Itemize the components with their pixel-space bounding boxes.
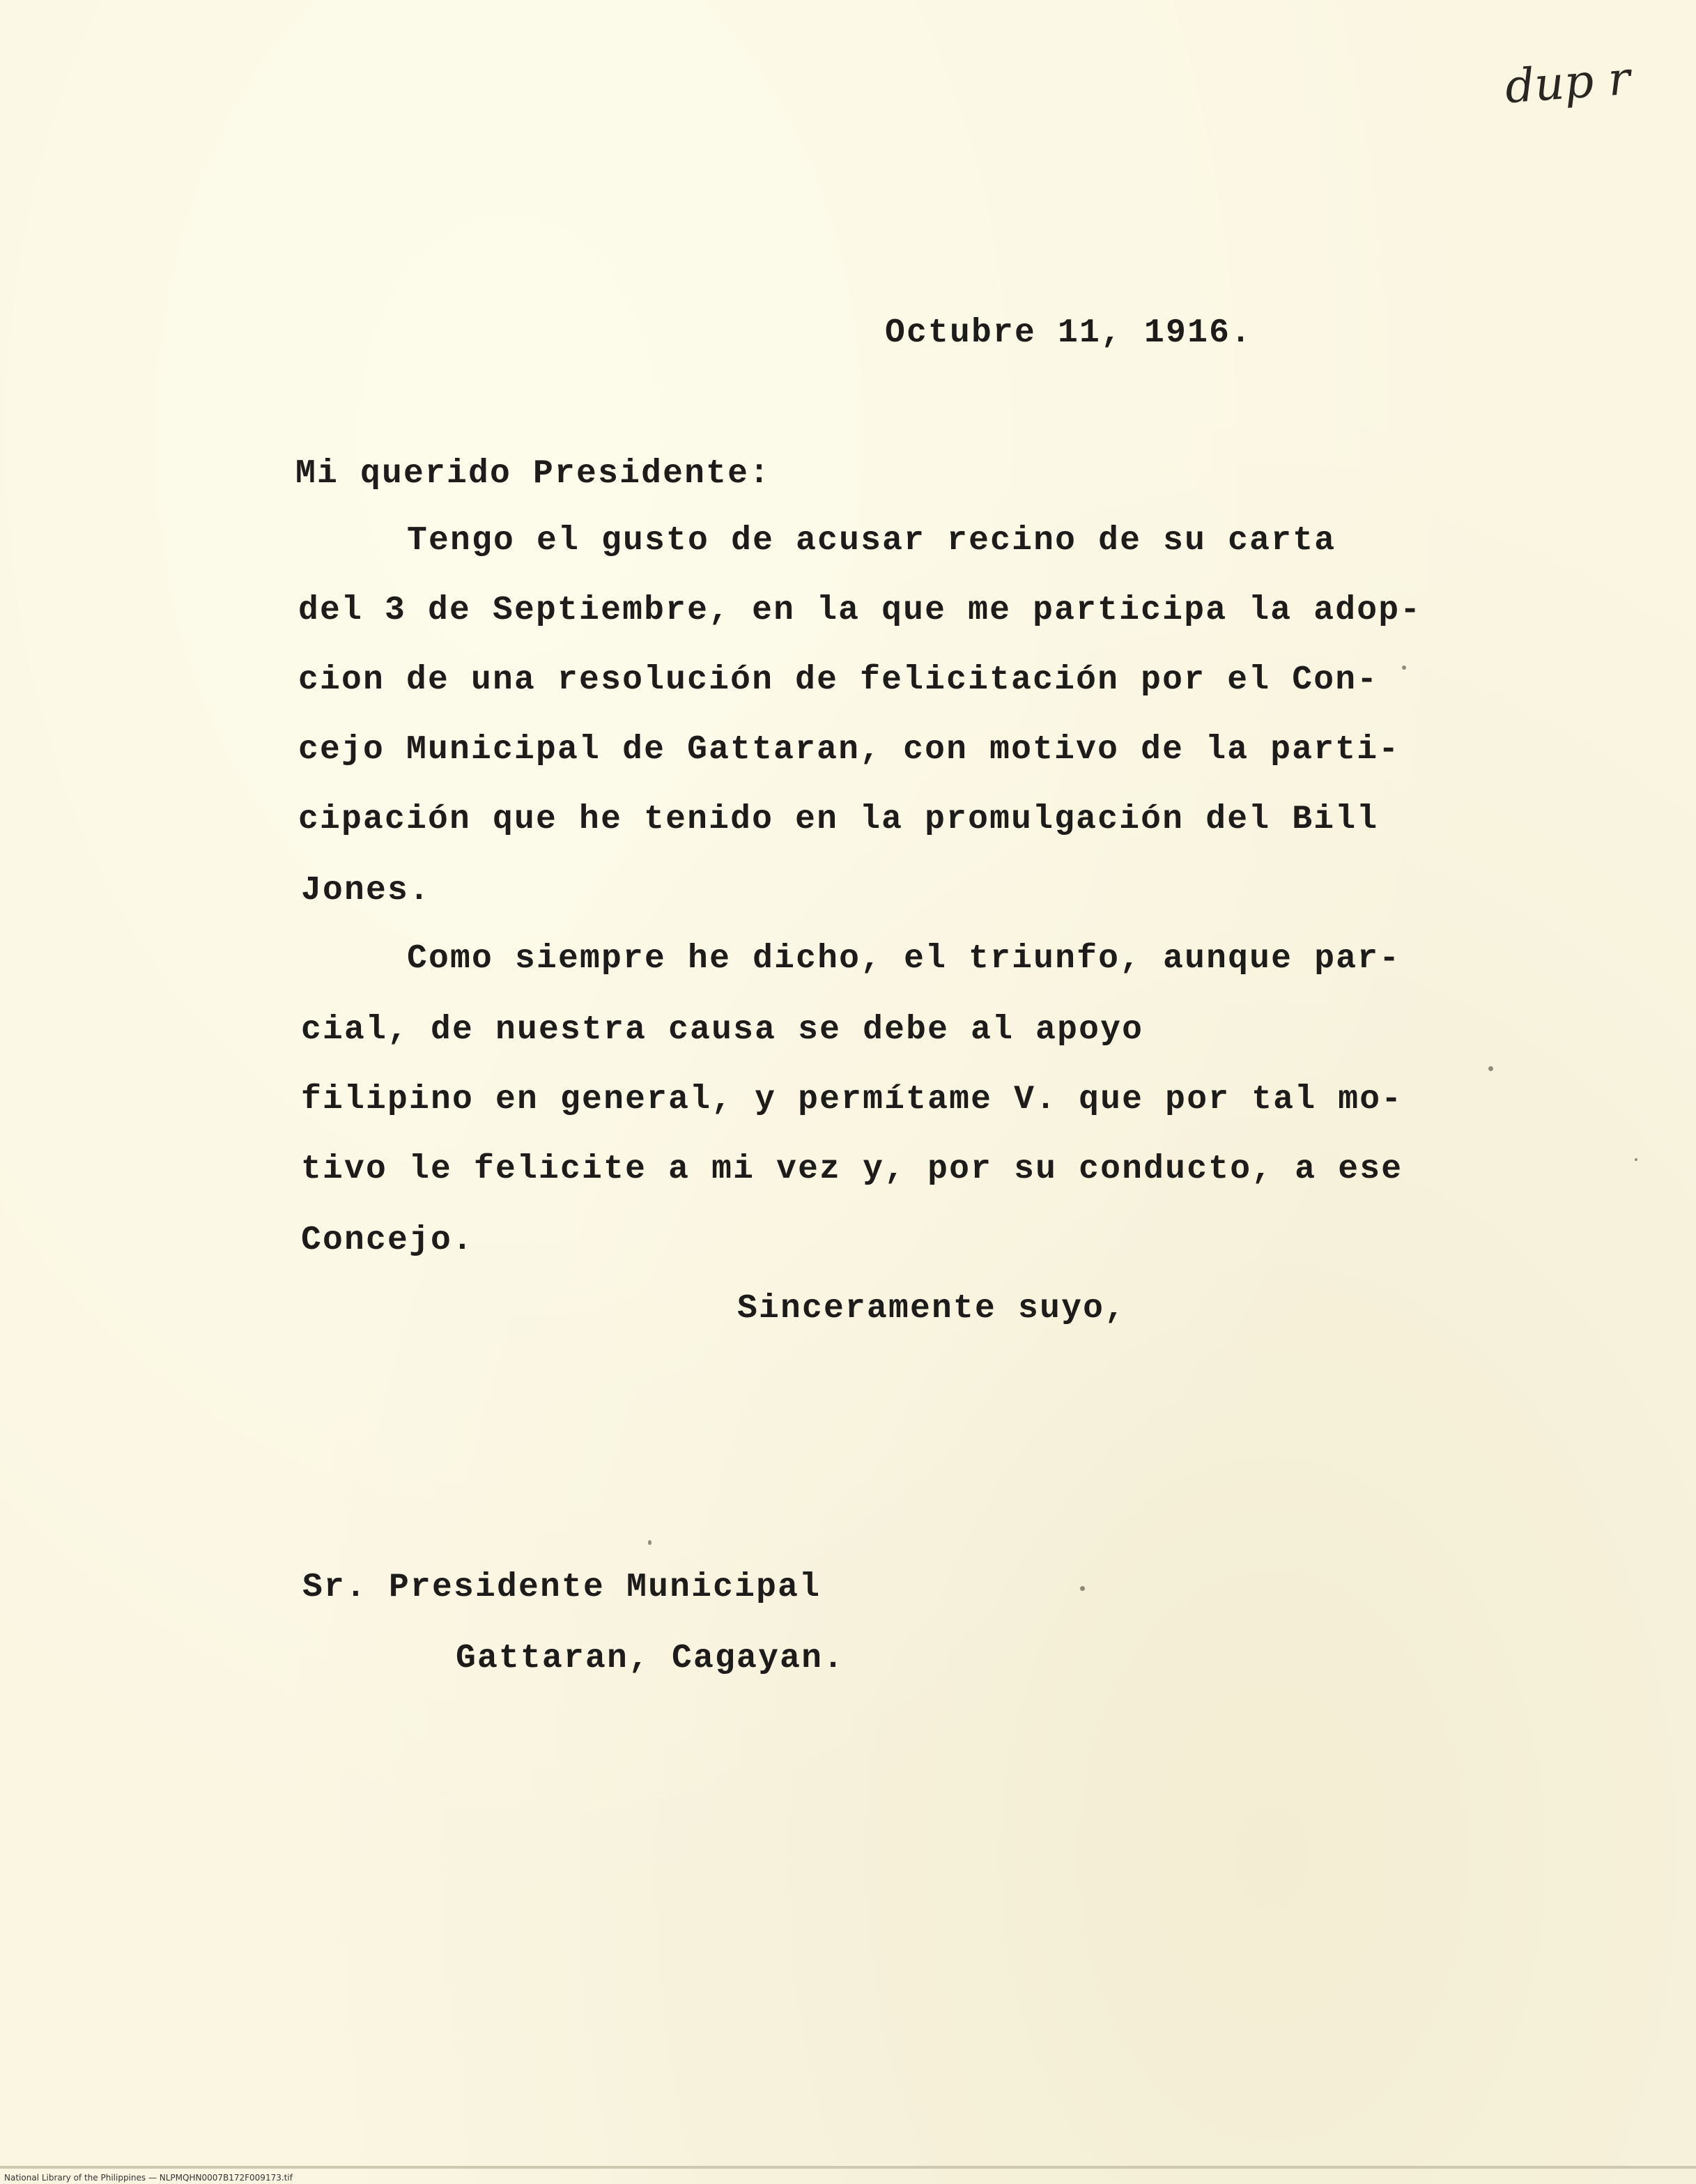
body-line: Tengo el gusto de acusar recino de su carta	[407, 522, 1336, 560]
body-line: Como siempre he dicho, el triunfo, aunque par-	[407, 940, 1401, 978]
archive-caption: National Library of the Philippines — NLPMQHN0007B172F009173.tif	[4, 2173, 293, 2183]
letter-closing: Sinceramente suyo,	[737, 1290, 1127, 1328]
body-line: tivo le felicite a mi vez y, por su conducto, a ese	[301, 1151, 1403, 1188]
address-line: Sr. Presidente Municipal	[302, 1569, 822, 1606]
body-line: Concejo.	[301, 1222, 475, 1259]
address-line: Gattaran, Cagayan.	[456, 1640, 845, 1677]
letter-salutation: Mi querido Presidente:	[295, 455, 771, 493]
page-edge	[0, 2166, 1696, 2169]
body-line: filipino en general, y permítame V. que por tal mo-	[301, 1081, 1403, 1118]
body-line: cipación que he tenido en la promulgación del Bill	[298, 801, 1379, 838]
body-line: cial, de nuestra causa se debe al apoyo	[301, 1011, 1144, 1049]
body-line: cion de una resolución de felicitación por el Con-	[298, 661, 1379, 699]
letter-date: Octubre 11, 1916.	[885, 314, 1253, 352]
body-line: Jones.	[301, 872, 431, 909]
body-line: cejo Municipal de Gattaran, con motivo de la parti-	[298, 731, 1401, 769]
body-line: del 3 de Septiembre, en la que me participa la adop-	[298, 592, 1422, 629]
handwritten-annotation: dup r	[1503, 51, 1633, 114]
